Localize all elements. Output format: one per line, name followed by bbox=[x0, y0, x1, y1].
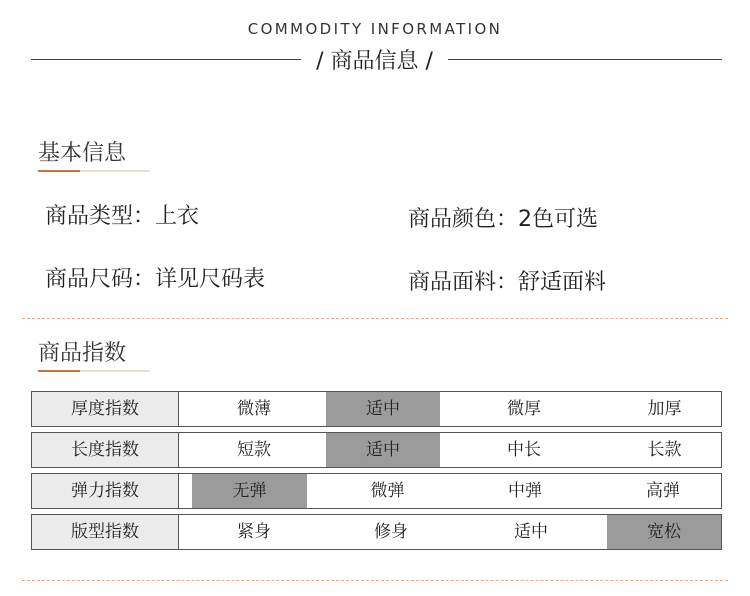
index-option: 中长 bbox=[507, 440, 541, 460]
index-option: 加厚 bbox=[647, 399, 682, 419]
index-row bbox=[31, 432, 722, 468]
index-title: 商品指数 bbox=[38, 341, 127, 366]
info-type: 商品类型：上衣 bbox=[45, 204, 200, 229]
header-title-en: COMMODITY INFORMATION bbox=[247, 20, 503, 38]
header-divider-right bbox=[448, 59, 722, 60]
index-option-selected: 适中 bbox=[326, 392, 440, 426]
info-fabric: 商品面料：舒适面料 bbox=[408, 270, 607, 295]
index-option: 适中 bbox=[514, 522, 548, 542]
header-title-row bbox=[0, 44, 750, 76]
index-row bbox=[31, 391, 722, 427]
index-row bbox=[31, 514, 722, 550]
index-row bbox=[31, 473, 722, 509]
index-option-selected: 适中 bbox=[326, 433, 440, 467]
info-size: 商品尺码：详见尺码表 bbox=[45, 267, 266, 292]
basic-info-title: 基本信息 bbox=[38, 141, 127, 166]
index-option: 修身 bbox=[374, 522, 408, 542]
header-title-zh: / 商品信息 / bbox=[316, 49, 433, 74]
index-row-label: 长度指数 bbox=[32, 433, 179, 467]
basic-info-underline bbox=[38, 170, 150, 172]
index-underline-accent bbox=[38, 370, 80, 372]
index-option: 微厚 bbox=[507, 399, 541, 419]
info-color: 商品颜色：2色可选 bbox=[408, 207, 598, 232]
index-row-label: 版型指数 bbox=[32, 515, 179, 549]
index-option: 微薄 bbox=[237, 399, 271, 419]
basic-info-underline-accent bbox=[38, 170, 80, 172]
header-divider-left bbox=[31, 59, 301, 60]
index-option-selected: 宽松 bbox=[607, 515, 721, 549]
index-option-selected: 无弹 bbox=[192, 474, 307, 508]
index-option: 高弹 bbox=[646, 481, 680, 501]
index-row-label: 厚度指数 bbox=[32, 392, 179, 426]
section-divider-1 bbox=[22, 318, 728, 319]
index-row-label: 弹力指数 bbox=[32, 474, 179, 508]
section-divider-2 bbox=[22, 580, 728, 581]
index-option: 中弹 bbox=[508, 481, 542, 501]
index-option: 短款 bbox=[237, 440, 271, 460]
index-option: 长款 bbox=[647, 440, 682, 460]
index-option: 微弹 bbox=[370, 481, 405, 501]
index-underline bbox=[38, 370, 150, 372]
index-option: 紧身 bbox=[237, 522, 271, 542]
